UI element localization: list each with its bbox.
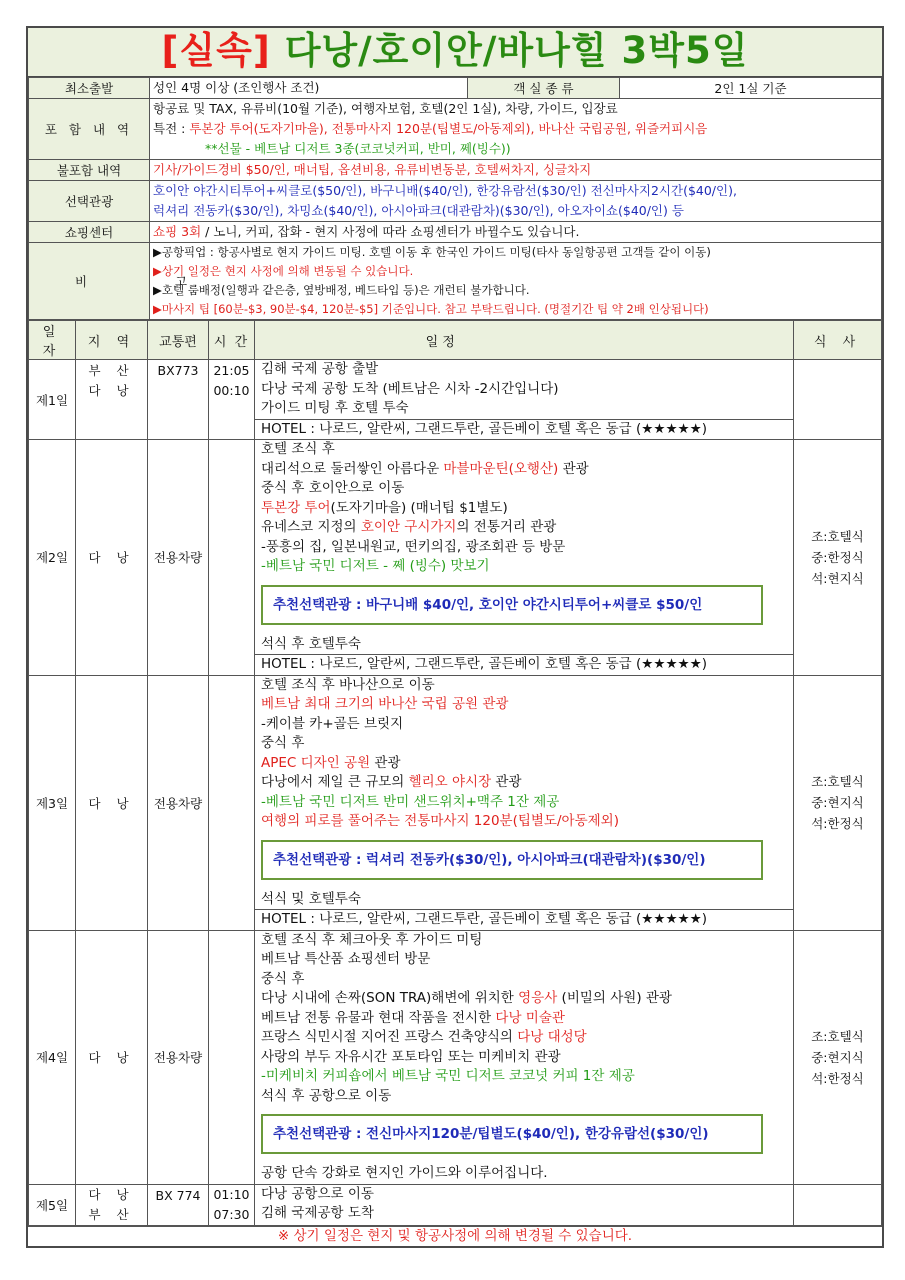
day1-itinerary: 김해 국제 공항 출발 다낭 국제 공항 도착 (베트남은 시차 -2시간입니다) 가이드 미팅 후 호텔 투숙 HOTEL : 나로드, 알란씨, 그랜드투란, 골든베이 호텔 혹은 동급 (★★★★★) [255, 360, 794, 440]
title-tag: [실속] [161, 29, 271, 72]
day4-transport: 전용차량 [148, 930, 209, 1184]
col-transport: 교통편 [148, 321, 209, 360]
day2-transport: 전용차량 [148, 440, 209, 676]
day3-row [29, 675, 882, 930]
day1-time: 21:05 00:10 [209, 360, 255, 440]
day5-meals [794, 1184, 882, 1225]
title-main: 다낭/호이안/바나힐 3박5일 [284, 29, 749, 72]
itinerary-sheet [26, 26, 884, 1248]
col-time: 시 간 [209, 321, 255, 360]
col-meals: 식 사 [794, 321, 882, 360]
day5-transport: BX 774 [148, 1184, 209, 1225]
include-benefits: 투본강 투어(도자기마을), 전통마사지 120분(팁별도/아동제외), 바나산 국립공원, 위즐커피시음 [189, 121, 708, 136]
day4-time [209, 930, 255, 1184]
day4-row [29, 930, 882, 1184]
include-gift: **선물 - 베트남 디저트 3종(코코넛커피, 반미, 쩨(빙수)) [205, 141, 511, 156]
day5-time: 01:10 07:30 [209, 1184, 255, 1225]
day2-hotel: HOTEL : 나로드, 알란씨, 그랜드투란, 골든베이 호텔 혹은 동급 (★★★★★) [255, 654, 793, 675]
day1-transport: BX773 [148, 360, 209, 440]
day3-region: 다 낭 [76, 675, 148, 930]
schedule-table [28, 320, 882, 1226]
info-table [28, 77, 882, 320]
footer-notice: ※ 상기 일정은 현지 및 항공사정에 의해 변경될 수 있습니다. [28, 1226, 882, 1246]
col-region: 지 역 [76, 321, 148, 360]
day3-label: 제3일 [29, 675, 76, 930]
optional-tour-label: 선택관광 [29, 181, 150, 222]
day3-hotel: HOTEL : 나로드, 알란씨, 그랜드투란, 골든베이 호텔 혹은 동급 (★★★★★) [255, 909, 793, 930]
day3-time [209, 675, 255, 930]
notes-label: 비 고 [29, 243, 150, 320]
col-day: 일 자 [29, 321, 76, 360]
optional-tour-value: 호이안 야간시티투어+씨클로($50/인), 바구니배($40/인), 한강유람선($30/인) 전신마사지2시간($40/인), 럭셔리 전동카($30/인), 차밍쇼($40/인), 아시아파크(대관람차)($30/인), 아오자이쇼($40/인) 등 [150, 181, 882, 222]
day2-region: 다 낭 [76, 440, 148, 676]
day4-itinerary: 호텔 조식 후 체크아웃 후 가이드 미팅 베트남 특산품 쇼핑센터 방문 중식 후 다낭 시내에 손짜(SON TRA)해변에 위치한 영응사 (비밀의 사원) 관광 베트남 전통 유물과 현대 작품을 전시한 다낭 미술관 프랑스 식민시절 지어진 프랑스 건축양식의 다낭 대성당 사랑의 부두 자유시간 포토타임 또는 미케비치 관광 -미케비치 커피숍에서 베트남 국민 디저트 코코넛 커피 1잔 제공 석식 후 공항으로 이동 추천선택관광 : 전신마사지120분/팁별도($40/인), 한강유람선($30/인) 공항 단속 강화로 현지인 가이드와 이루어집니다. [255, 930, 794, 1184]
day2-itinerary: 호텔 조식 후 대리석으로 둘러쌓인 아름다운 마블마운틴(오행산) 관광 중식 후 호이안으로 이동 투본강 투어(도자기마을) (매너팁 $1별도) 유네스코 지정의 호이안 구시가지의 전통거리 관광 -풍흥의 집, 일본내원교, 떤키의집, 광조회관 등 방문 -베트남 국민 디저트 - 쩨 (빙수) 맛보기 추천선택관광 : 바구니배 $40/인, 호이안 야간시티투어+씨클로 $50/인 석식 후 호텔투숙 HOTEL : 나로드, 알란씨, 그랜드투란, 골든베이 호텔 혹은 동급 (★★★★★) [255, 440, 794, 676]
include-label: 포 함 내 역 [29, 99, 150, 160]
day1-region: 부 산 다 낭 [76, 360, 148, 440]
day2-time [209, 440, 255, 676]
day3-transport: 전용차량 [148, 675, 209, 930]
day5-itinerary: 다낭 공항으로 이동 김해 국제공항 도착 [255, 1184, 794, 1225]
room-type-value: 2인 1실 기준 [620, 78, 882, 99]
day2-row [29, 440, 882, 676]
day1-meals [794, 360, 882, 440]
day3-itinerary: 호텔 조식 후 바나산으로 이동 베트남 최대 크기의 바나산 국립 공원 관광 -케이블 카+골든 브릿지 중식 후 APEC 디자인 공원 관광 다낭에서 제일 큰 규모의 헬리오 야시장 관광 -베트남 국민 디저트 반미 샌드위치+맥주 1잔 제공 여행의 피로를 풀어주는 전통마사지 120분(팁별도/아동제외) 추천선택관광 : 럭셔리 전동카($30/인), 아시아파크(대관람차)($30/인) 석식 및 호텔투숙 HOTEL : 나로드, 알란씨, 그랜드투란, 골든베이 호텔 혹은 동급 (★★★★★) [255, 675, 794, 930]
exclude-label: 불포함 내역 [29, 160, 150, 181]
day2-label: 제2일 [29, 440, 76, 676]
day4-meals: 조:호텔식 중:현지식 석:한정식 [794, 930, 882, 1184]
day2-recommended-box: 추천선택관광 : 바구니배 $40/인, 호이안 야간시티투어+씨클로 $50/인 [261, 585, 763, 625]
min-departure-label: 최소출발 [29, 78, 150, 99]
day1-label: 제1일 [29, 360, 76, 440]
day3-recommended-box: 추천선택관광 : 럭셔리 전동카($30/인), 아시아파크(대관람차)($30/인) [261, 840, 763, 880]
day2-meals: 조:호텔식 중:한정식 석:현지식 [794, 440, 882, 676]
day1-row [29, 360, 882, 440]
exclude-value: 기사/가이드경비 $50/인, 매너팁, 옵션비용, 유류비변동분, 호텔써차지, 싱글차지 [150, 160, 882, 181]
day5-label: 제5일 [29, 1184, 76, 1225]
day5-row [29, 1184, 882, 1225]
notes-value: ▶공항픽업 : 항공사별로 현지 가이드 미팅. 호텔 이동 후 한국인 가이드 미팅(타사 동일항공편 고객들 같이 이동) ▶상기 일정은 현지 사정에 의해 변동될 수 있습니다. ▶호텔 룸배정(일행과 같은층, 옆방배정, 베드타입 등)은 개런티 불가합니다. ▶마사지 팁 [60분-$3, 90분-$4, 120분-$5] 기준입니다. 참고 부탁드립니다. (명절기간 팁 약 2배 인상됩니다) [150, 243, 882, 320]
day4-region: 다 낭 [76, 930, 148, 1184]
day3-meals: 조:호텔식 중:현지식 석:한정식 [794, 675, 882, 930]
page-title [28, 28, 882, 77]
day5-region: 다 낭 부 산 [76, 1184, 148, 1225]
room-type-label: 객 실 종 류 [468, 78, 620, 99]
day4-recommended-box: 추천선택관광 : 전신마사지120분/팁별도($40/인), 한강유람선($30/인) [261, 1114, 763, 1154]
col-itinerary: 일 정 [255, 321, 794, 360]
min-departure-value: 성인 4명 이상 (조인행사 조건) [150, 78, 468, 99]
shopping-label: 쇼핑센터 [29, 222, 150, 243]
day4-label: 제4일 [29, 930, 76, 1184]
include-value: 항공료 및 TAX, 유류비(10월 기준), 여행자보험, 호텔(2인 1실), 차량, 가이드, 입장료 특전 : 투본강 투어(도자기마을), 전통마사지 120분(팁별도/아동제외), 바나산 국립공원, 위즐커피시음 **선물 - 베트남 디저트 3종(코코넛커피, 반미, 쩨(빙수)) [150, 99, 882, 160]
day1-hotel: HOTEL : 나로드, 알란씨, 그랜드투란, 골든베이 호텔 혹은 동급 (★★★★★) [255, 419, 793, 440]
shopping-value: 쇼핑 3회 / 노니, 커피, 잡화 - 현지 사정에 따라 쇼핑센터가 바뀔수도 있습니다. [150, 222, 882, 243]
